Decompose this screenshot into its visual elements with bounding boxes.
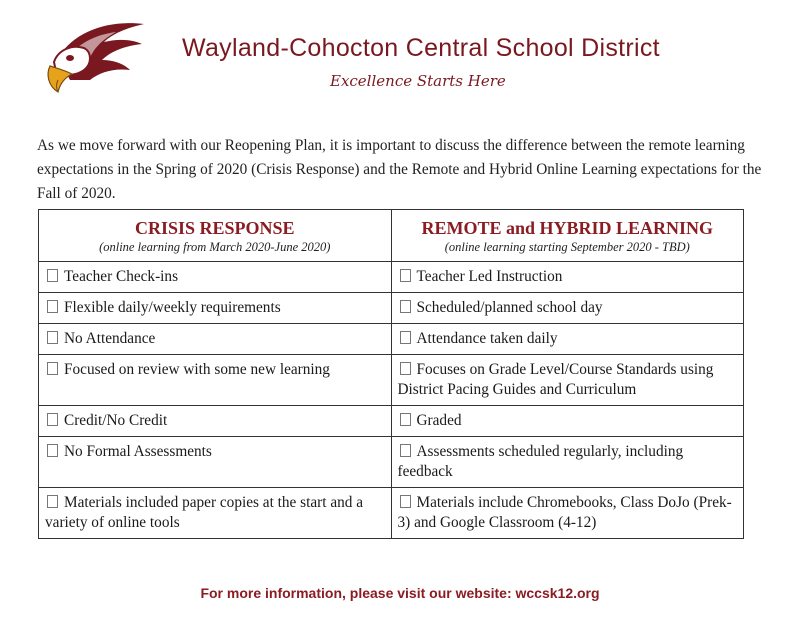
cell-text: Focused on review with some new learning — [64, 361, 330, 378]
checkbox-icon — [400, 444, 411, 457]
cell-text: Teacher Check-ins — [64, 268, 179, 285]
checkbox-icon — [47, 444, 58, 457]
table-cell-right — [391, 406, 744, 437]
table-row — [39, 262, 744, 293]
table-cell-right — [391, 262, 744, 293]
column-title: CRISIS RESPONSE — [134, 218, 295, 238]
cell-text: Assessments scheduled regularly, including feedback — [397, 443, 684, 480]
comparison-table — [38, 209, 744, 539]
table-cell-left — [39, 293, 392, 324]
cell-text: No Formal Assessments — [64, 443, 212, 460]
table-cell-left — [39, 324, 392, 355]
table-row — [39, 293, 744, 324]
table-cell-left — [39, 437, 392, 488]
checkbox-icon — [47, 495, 58, 508]
column-subtitle: (online learning from March 2020-June 2020) — [99, 240, 331, 254]
table-cell-left — [39, 262, 392, 293]
checkbox-icon — [47, 300, 58, 313]
cell-text: Materials included paper copies at the start and a variety of online tools — [45, 494, 364, 531]
cell-text: Graded — [416, 412, 462, 429]
column-subtitle: (online learning starting September 2020 - TBD) — [444, 240, 690, 254]
cell-text: Materials include Chromebooks, Class DoJo (Prek-3) and Google Classroom (4-12) — [397, 494, 732, 531]
checkbox-icon — [400, 362, 411, 375]
footer-website-note: For more information, please visit our website: wccsk12.org — [200, 585, 600, 601]
table-row — [39, 488, 744, 539]
table-cell-left — [39, 406, 392, 437]
checkbox-icon — [47, 413, 58, 426]
cell-text: No Attendance — [64, 330, 156, 347]
checkbox-icon — [400, 413, 411, 426]
table-header-row — [39, 210, 744, 262]
column-title: REMOTE and HYBRID LEARNING — [421, 218, 714, 238]
table-cell-right — [391, 488, 744, 539]
checkbox-icon — [400, 331, 411, 344]
table-cell-left — [39, 488, 392, 539]
cell-text: Teacher Led Instruction — [416, 268, 563, 285]
checkbox-icon — [47, 331, 58, 344]
tagline: Excellence Starts Here — [330, 72, 506, 90]
cell-text: Attendance taken daily — [416, 330, 558, 347]
column-header-remote-hybrid — [391, 210, 744, 262]
table-cell-left — [39, 355, 392, 406]
cell-text: Flexible daily/weekly requirements — [64, 299, 281, 316]
table-row — [39, 355, 744, 406]
eagle-head-icon — [40, 18, 150, 100]
checkbox-icon — [400, 495, 411, 508]
table-cell-right — [391, 437, 744, 488]
checkbox-icon — [47, 269, 58, 282]
cell-text: Scheduled/planned school day — [416, 299, 603, 316]
table-cell-right — [391, 293, 744, 324]
cell-text: Focuses on Grade Level/Course Standards using District Pacing Guides and Curriculum — [397, 361, 714, 398]
table-row — [39, 437, 744, 488]
table-cell-right — [391, 355, 744, 406]
page-title: Wayland-Cohocton Central School District — [182, 34, 660, 62]
checkbox-icon — [47, 362, 58, 375]
table-cell-right — [391, 324, 744, 355]
intro-paragraph: As we move forward with our Reopening Plan, it is important to discuss the difference between the remote learning expectations in the Spring of 2020 (Crisis Response) and the Remote and Hybrid Online Learning expectations for the Fall of 2020. — [37, 137, 762, 202]
checkbox-icon — [400, 300, 411, 313]
table-row — [39, 324, 744, 355]
table-row — [39, 406, 744, 437]
checkbox-icon — [400, 269, 411, 282]
cell-text: Credit/No Credit — [64, 412, 168, 429]
column-header-crisis — [39, 210, 392, 262]
